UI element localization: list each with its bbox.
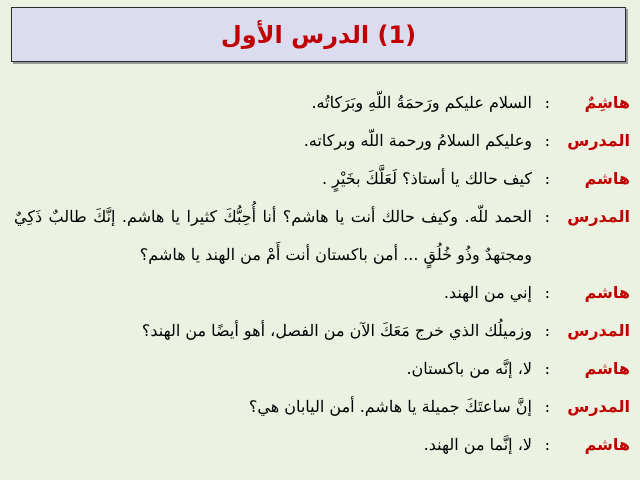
dialogue-line: [0, 160, 640, 198]
separator: :: [544, 169, 550, 188]
speaker-name: هاشِمٌ: [584, 93, 630, 112]
dialogue-text: وعليكم السلامُ ورحمة اللّه وبركاته.: [303, 131, 532, 150]
dialogue-text: إني من الهند.: [443, 283, 532, 302]
dialogue-text: لا، إنَّه من باكستان.: [406, 359, 532, 378]
speaker-name: هاشم: [584, 169, 630, 188]
dialogue-text: كيف حالك يا أستاذ؟ لَعَلَّكَ بخَيْرٍ .: [321, 169, 532, 188]
separator: :: [544, 207, 550, 226]
dialogue-line: [0, 426, 640, 464]
dialogue-line: [0, 274, 640, 312]
separator: :: [544, 283, 550, 302]
dialogue-line: [0, 198, 640, 274]
speaker-name: المدرس: [567, 131, 630, 150]
separator: :: [544, 93, 550, 112]
dialogue-line: [0, 122, 640, 160]
separator: :: [544, 435, 550, 454]
lesson-title-box: [11, 7, 626, 62]
speaker-name: هاشم: [584, 435, 630, 454]
speaker-name: هاشم: [584, 283, 630, 302]
dialogue-line: [0, 350, 640, 388]
speaker-name: المدرس: [567, 321, 630, 340]
dialogue-text: السلام عليكم ورَحمَةُ اللّهِ وبَرَكاتُه.: [311, 93, 532, 112]
speaker-name: المدرس: [567, 207, 630, 226]
dialogue-text: الحمد للّه. وكيف حالك أنت يا هاشم؟ أنا أُحِبُّكَ كثيرا يا هاشم. إنَّكَ طالبٌ ذَكِيٌ ومجتهدٌ وذُو خُلُقٍ ... أمن باكستان أنت أَمْ من الهند يا هاشم؟: [14, 207, 532, 264]
dialogue: [0, 84, 640, 464]
dialogue-text: لا، إنَّما من الهند.: [423, 435, 532, 454]
dialogue-line: [0, 388, 640, 426]
dialogue-text: إنَّ ساعتَكَ جميلة يا هاشم. أمن اليابان هي؟: [248, 397, 532, 416]
dialogue-line: [0, 84, 640, 122]
separator: :: [544, 397, 550, 416]
dialogue-line: [0, 312, 640, 350]
speaker-name: هاشم: [584, 359, 630, 378]
separator: :: [544, 131, 550, 150]
dialogue-text: وزميلُك الذي خرج مَعَكَ الآن من الفصل، أهو أيضًا من الهند؟: [141, 321, 532, 340]
separator: :: [544, 321, 550, 340]
speaker-name: المدرس: [567, 397, 630, 416]
lesson-title: (1) الدرس الأول: [220, 20, 417, 49]
separator: :: [544, 359, 550, 378]
